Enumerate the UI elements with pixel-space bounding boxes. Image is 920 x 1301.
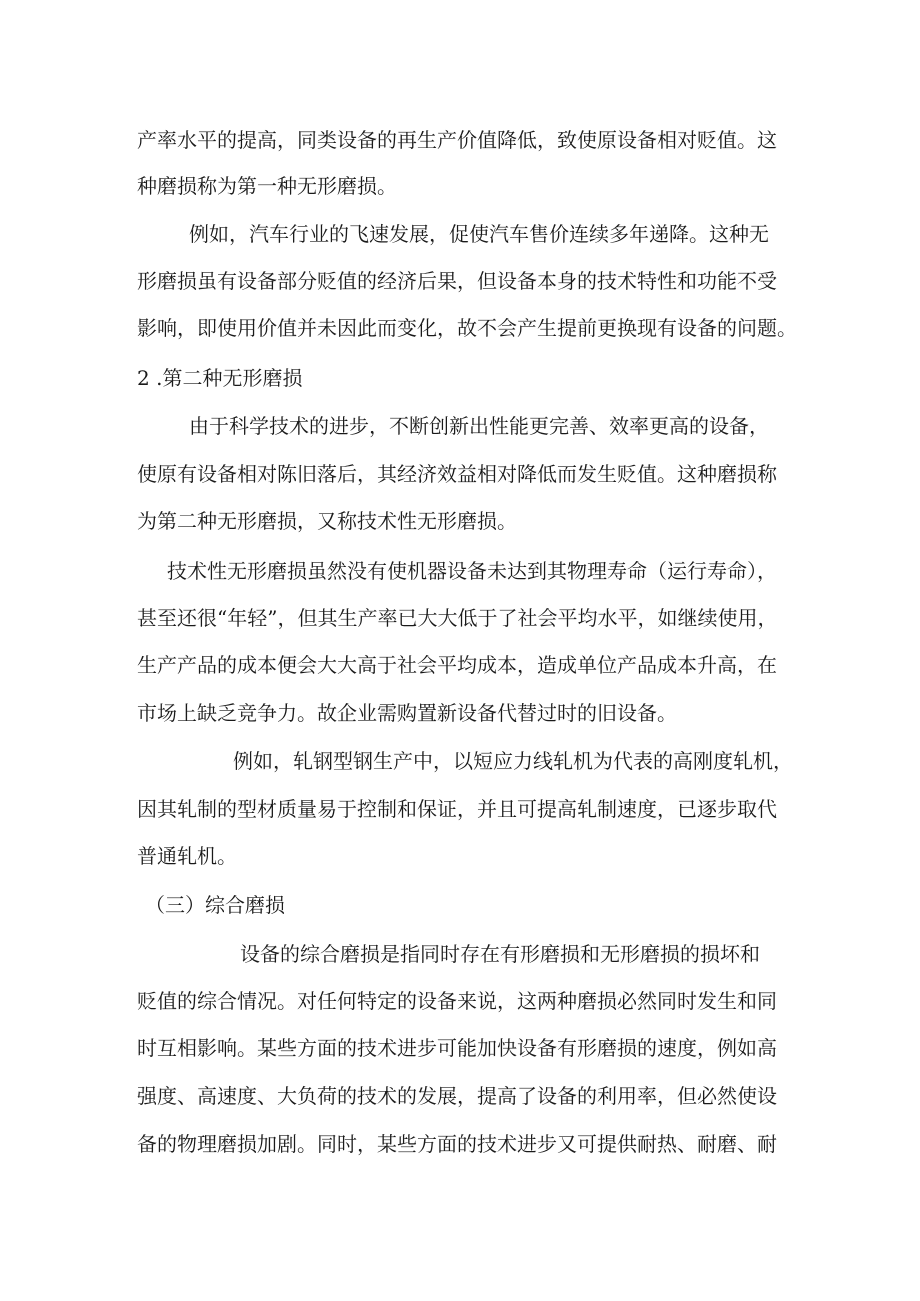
- text-line: 普通轧机。: [137, 844, 237, 868]
- section-heading: （三）综合磨损: [145, 893, 285, 917]
- text-line: 备的物理磨损加剧。同时，某些方面的技术进步又可提供耐热、耐磨、耐: [137, 1132, 777, 1156]
- text-line: 甚至还很“年轻”，但其生产率已大大低于了社会平均水平，如继续使用，: [137, 606, 778, 630]
- text-line: 设备的综合磨损是指同时存在有形磨损和无形磨损的损坏和: [240, 942, 760, 966]
- text-line: 例如，汽车行业的飞速发展，促使汽车售价连续多年递降。这种无: [189, 222, 769, 246]
- text-line: 由于科学技术的进步，不断创新出性能更完善、效率更高的设备，: [189, 414, 769, 438]
- text-line: 时互相影响。某些方面的技术进步可能加快设备有形磨损的速度，例如高: [137, 1036, 777, 1060]
- text-line: 产率水平的提高，同类设备的再生产价值降低，致使原设备相对贬值。这: [137, 128, 777, 152]
- text-line: 强度、高速度、大负荷的技术的发展，提高了设备的利用率，但必然使设: [137, 1084, 777, 1108]
- text-line: 因其轧制的型材质量易于控制和保证，并且可提高轧制速度，已逐步取代: [137, 797, 777, 821]
- text-line: 为第二种无形磨损，又称技术性无形磨损。: [137, 509, 517, 533]
- text-line: 技术性无形磨损虽然没有使机器设备未达到其物理寿命（运行寿命），: [167, 559, 777, 583]
- text-line: 生产产品的成本便会大大高于社会平均成本，造成单位产品成本升高，在: [137, 653, 777, 677]
- text-line: 影响，即使用价值并未因此而变化，故不会产生提前更换现有设备的问题。: [137, 316, 797, 340]
- text-line: 种磨损称为第一种无形磨损。: [137, 174, 397, 198]
- text-line: 贬值的综合情况。对任何特定的设备来说，这两种磨损必然同时发生和同: [137, 989, 777, 1013]
- text-line: 形磨损虽有设备部分贬值的经济后果，但设备本身的技术特性和功能不受: [137, 269, 777, 293]
- text-line: 使原有设备相对陈旧落后，其经济效益相对降低而发生贬值。这种磨损称: [137, 462, 777, 486]
- text-line: 例如，轧钢型钢生产中，以短应力线轧机为代表的高刚度轧机，: [233, 749, 793, 773]
- text-line: 市场上缺乏竞争力。故企业需购置新设备代替过时的旧设备。: [137, 701, 677, 725]
- section-heading: 2 .第二种无形磨损: [137, 366, 303, 390]
